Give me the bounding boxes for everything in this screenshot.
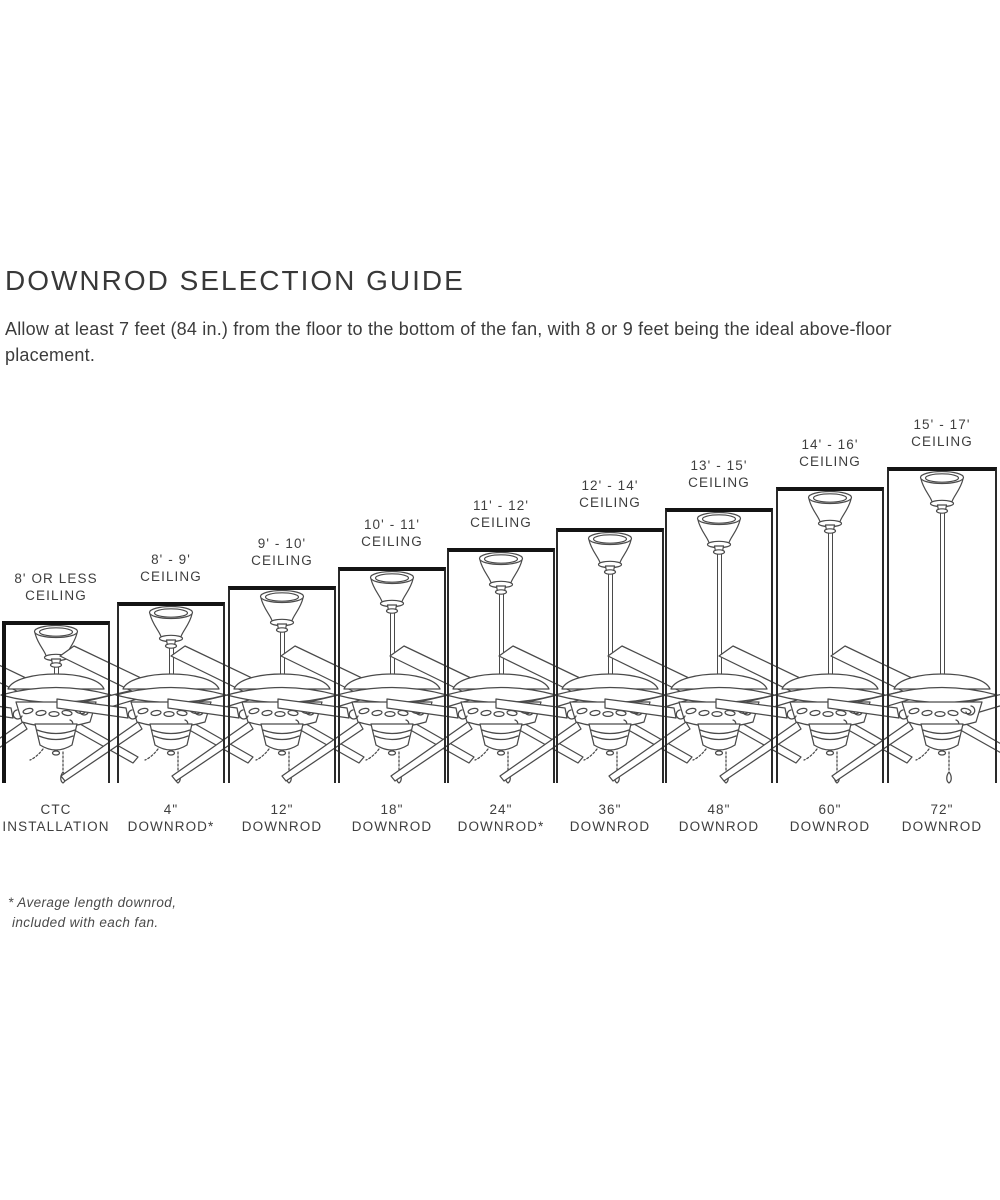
rod-word: DOWNROD [351, 818, 433, 834]
ceiling-range: 10' - 11' [363, 517, 421, 532]
ceiling-range: 12' - 14' [581, 478, 639, 493]
canopy-icon [806, 490, 854, 536]
ceiling-word: CEILING [579, 494, 641, 510]
ceiling-fan-icon [827, 648, 1000, 788]
fan-column-72 [887, 467, 997, 783]
canopy-icon [258, 589, 306, 635]
ceiling-label-72 [866, 417, 1000, 450]
ceiling-range: 9' - 10' [257, 536, 307, 551]
ceiling-word: CEILING [799, 453, 861, 469]
canopy-icon [586, 531, 634, 577]
canopy-icon [695, 511, 743, 557]
ceiling-word: CEILING [140, 568, 202, 584]
footnote-line1: * Average length downrod, [8, 895, 177, 910]
rod-word: DOWNROD* [457, 818, 545, 834]
downrod-label-72 [866, 802, 1000, 835]
ceiling-word: CEILING [911, 433, 973, 449]
rod-size: CTC [40, 802, 72, 817]
rod-size: 12" [270, 802, 294, 817]
page-subtitle: Allow at least 7 feet (84 in.) from the floor to the bottom of the fan, with 8 or 9 feet being the ideal above-floor placement. [5, 319, 892, 365]
ceiling-range: 13' - 15' [690, 458, 748, 473]
ceiling-word: CEILING [25, 587, 87, 603]
canopy-icon [147, 605, 195, 651]
rod-word: DOWNROD [569, 818, 651, 834]
rod-word: DOWNROD [789, 818, 871, 834]
rod-size: 18" [380, 802, 404, 817]
ceiling-range: 8' OR LESS [14, 571, 98, 586]
ceiling-word: CEILING [688, 474, 750, 490]
rod-word: DOWNROD* [127, 818, 215, 834]
canopy-icon [918, 470, 966, 516]
canopy-icon [368, 570, 416, 616]
ceiling-range: 11' - 12' [472, 498, 530, 513]
rod-size: 48" [707, 802, 731, 817]
ceiling-range: 15' - 17' [913, 417, 971, 432]
ceiling-word: CEILING [361, 533, 423, 549]
footnote-line2: included with each fan. [12, 915, 159, 930]
rod-size: 4" [163, 802, 179, 817]
ceiling-word: CEILING [470, 514, 532, 530]
rod-word: DOWNROD [241, 818, 323, 834]
page-title: DOWNROD SELECTION GUIDE [5, 265, 465, 296]
ceiling-range: 8' - 9' [151, 552, 191, 567]
rod-word: DOWNROD [901, 818, 983, 834]
rod-word: DOWNROD [678, 818, 760, 834]
footnote [8, 893, 176, 933]
rod-size: 24" [489, 802, 513, 817]
canopy-icon [477, 551, 525, 597]
rod-word: INSTALLATION [2, 818, 110, 834]
rod-size: 36" [598, 802, 622, 817]
ceiling-word: CEILING [251, 552, 313, 568]
ceiling-range: 14' - 16' [801, 437, 859, 452]
rod-size: 72" [930, 802, 954, 817]
rod-size: 60" [818, 802, 842, 817]
